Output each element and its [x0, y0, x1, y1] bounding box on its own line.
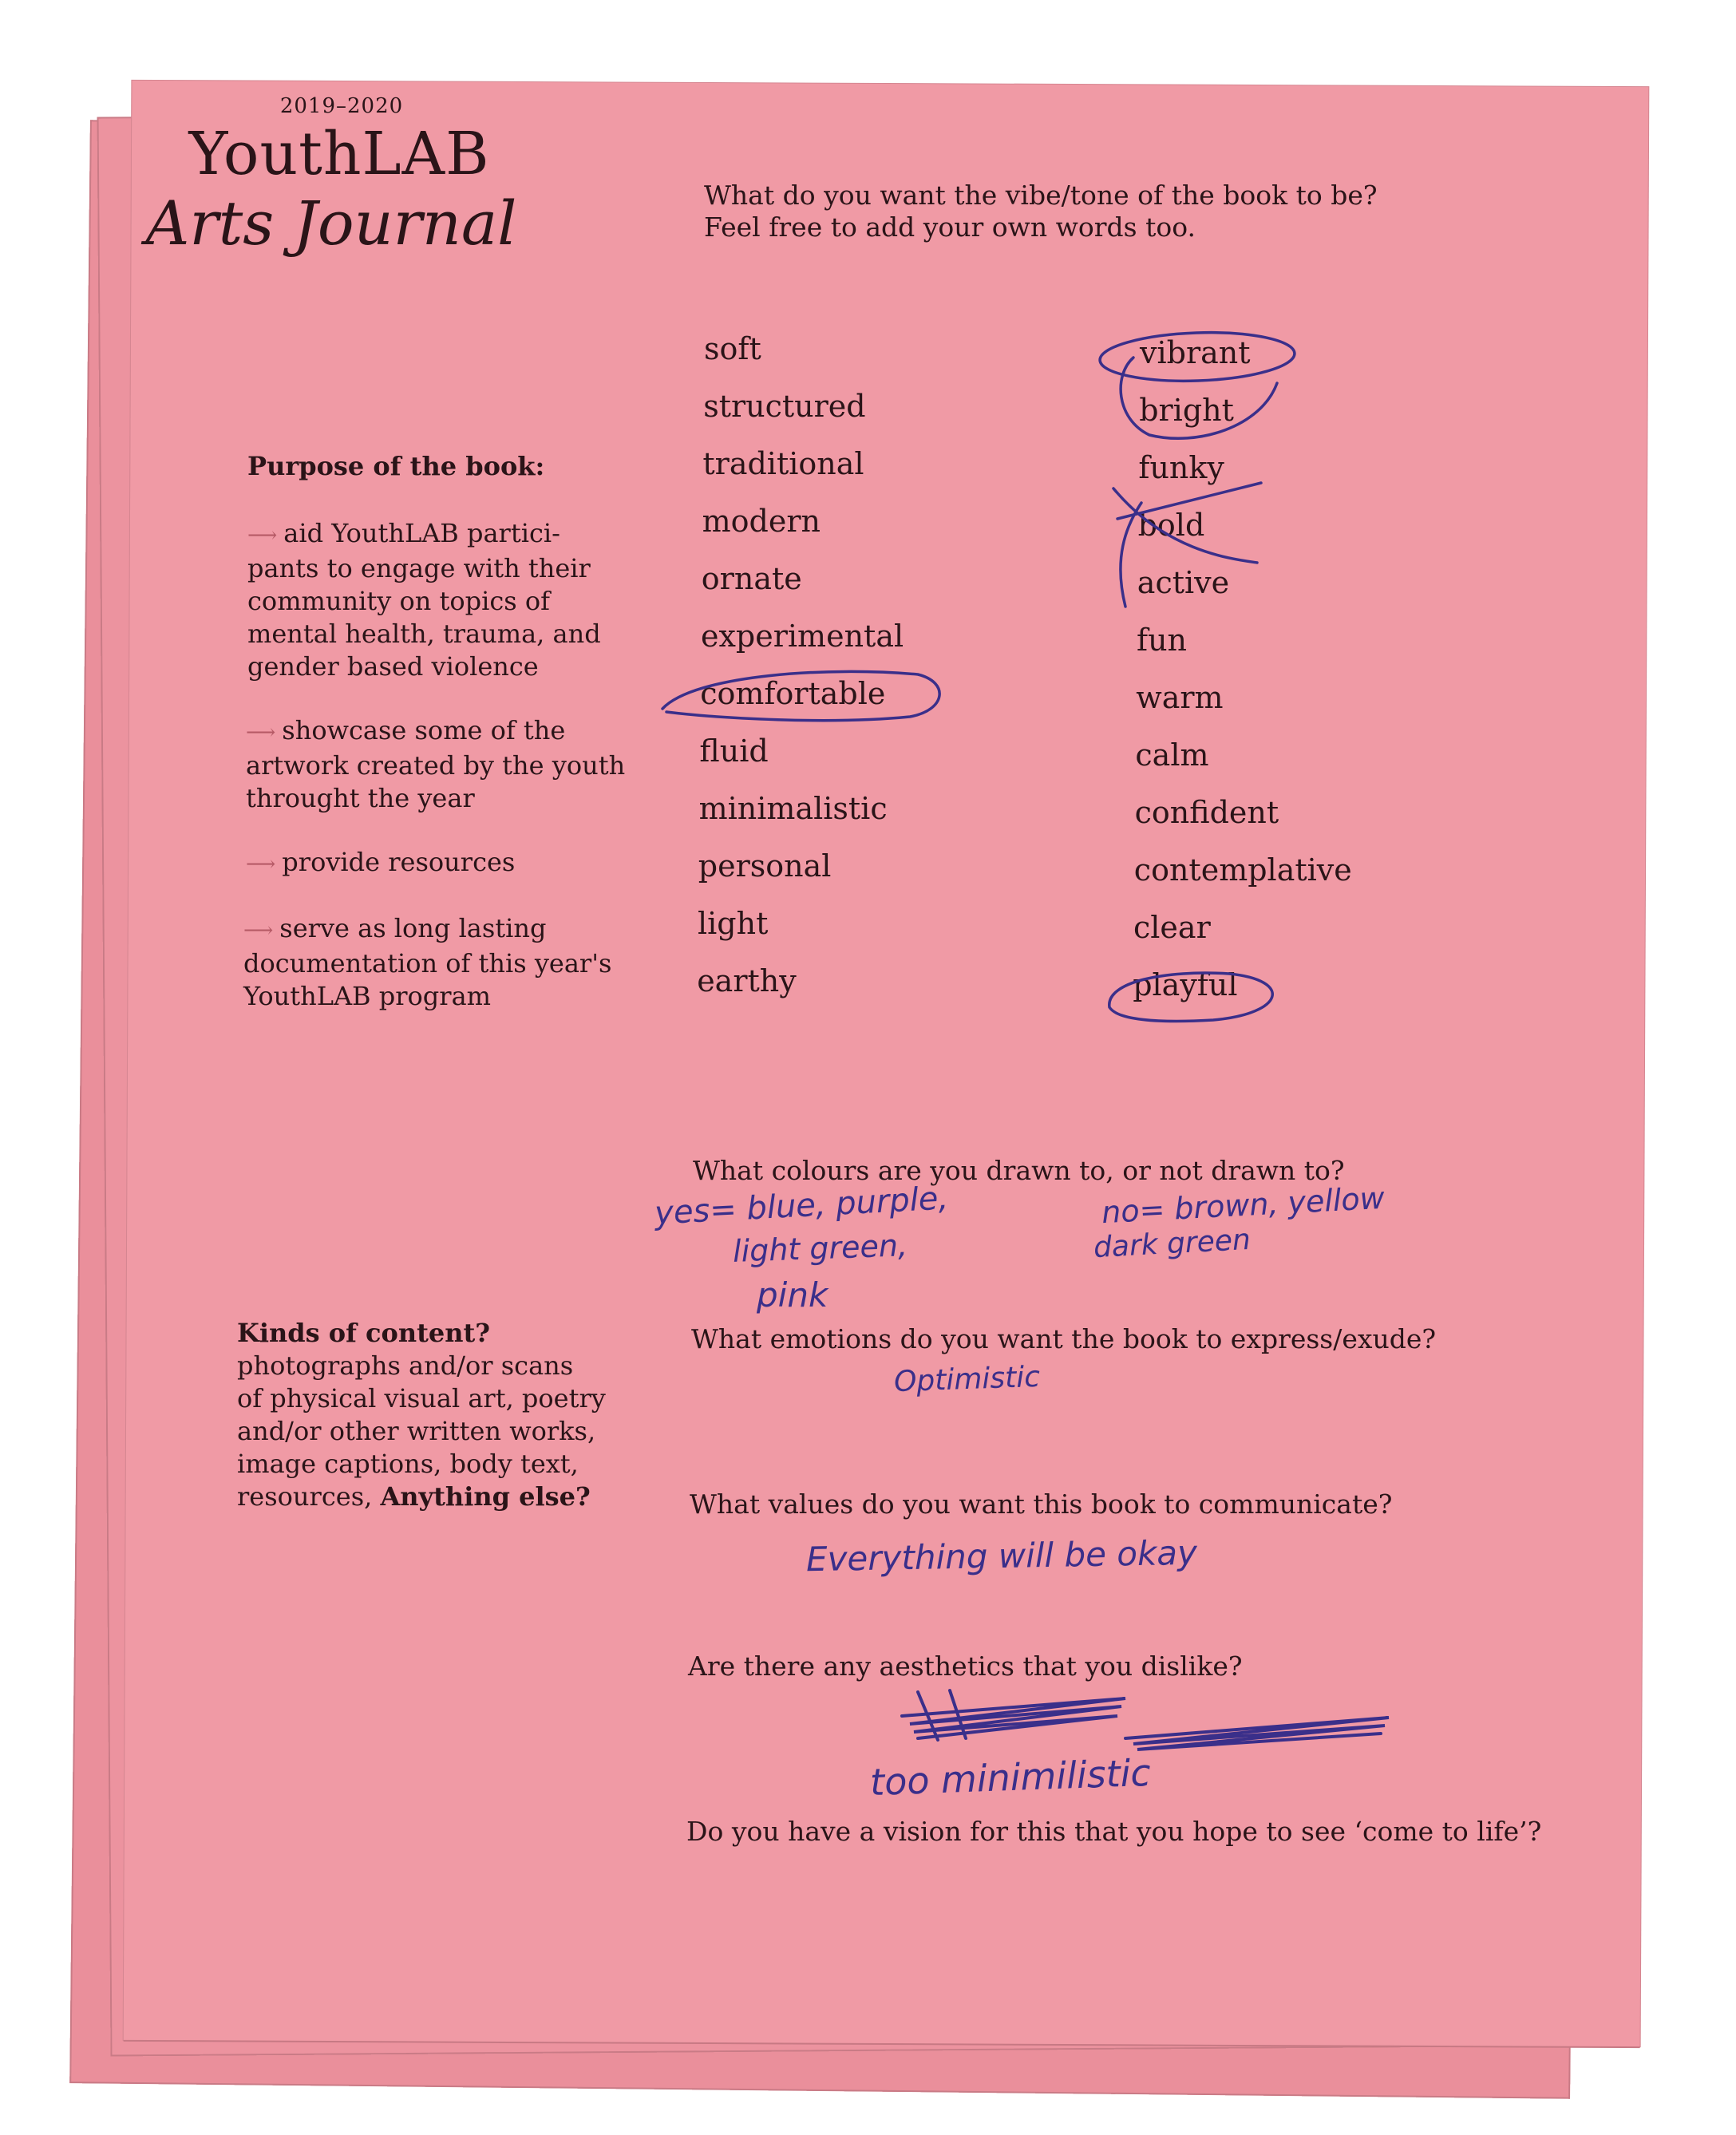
handwritten-colours-yes-3: pink [757, 1275, 828, 1315]
emotions-question: What emotions do you want the book to express/exude? [691, 1323, 1437, 1354]
vibe-word-funky: funky [1138, 450, 1224, 485]
vibe-word-earthy: earthy [697, 963, 797, 998]
vibe-word-traditional: traditional [702, 446, 864, 481]
vibe-word-bright: bright [1139, 393, 1234, 428]
handwritten-colours-no-1: no= brown, yellow [1101, 1180, 1386, 1231]
vibe-word-light: light [698, 906, 769, 941]
vibe-word-calm: calm [1135, 737, 1209, 773]
handwritten-colours-no-2: dark green [1093, 1223, 1252, 1265]
purpose-item: ⟶ showcase some of the artwork created by the youth throught the year [246, 715, 626, 813]
colours-question: What colours are you drawn to, or not drawn to? [693, 1155, 1345, 1186]
vibe-word-contemplative: contemplative [1133, 852, 1352, 888]
vibe-word-clear: clear [1133, 910, 1211, 945]
vibe-word-warm: warm [1136, 680, 1224, 715]
arrow-icon: ⟶ [246, 721, 276, 745]
circle-vibrant [1099, 330, 1295, 384]
aesthetics-question: Are there any aesthetics that you dislike? [688, 1651, 1243, 1682]
journal-title: YouthLAB [188, 120, 490, 188]
vibe-word-vibrant: vibrant [1140, 335, 1251, 370]
circle-bright [1121, 358, 1277, 438]
arrow-icon: ⟶ [243, 919, 274, 943]
vibe-word-structured: structured [703, 389, 866, 424]
vibe-word-experimental: experimental [701, 619, 904, 654]
vibe-word-ornate: ornate [701, 561, 802, 596]
vibe-word-active: active [1137, 565, 1230, 600]
vibe-word-fun: fun [1137, 623, 1188, 658]
vibe-question: What do you want the vibe/tone of the book to be? Feel free to add your own words too. [704, 180, 1378, 243]
purpose-item: ⟶ serve as long lasting documentation of this year's YouthLAB program [243, 913, 612, 1011]
vibe-word-minimalistic: minimalistic [698, 791, 888, 826]
vibe-word-soft: soft [704, 331, 761, 366]
handwritten-colours-yes-1: yes= blue, purple, [654, 1180, 950, 1232]
scribble-aesthetics [902, 1690, 1389, 1750]
content-section: Kinds of content? photographs and/or scans of physical visual art, poetry and/or other written works, image captions, body text, resources, Anything else? [237, 1318, 606, 1512]
values-question: What values do you want this book to communicate? [690, 1489, 1393, 1520]
handwritten-emotions: Optimistic [893, 1360, 1041, 1399]
journal-subtitle: Arts Journal [145, 188, 517, 259]
vibe-word-modern: modern [702, 504, 821, 539]
vibe-word-comfortable: comfortable [700, 676, 886, 711]
circle-comfortable [662, 671, 939, 720]
handwritten-values: Everything will be okay [805, 1532, 1198, 1580]
handwritten-colours-yes-2: light green, [732, 1228, 908, 1269]
vibe-word-bold: bold [1137, 508, 1205, 543]
arrow-icon: ⟶ [246, 852, 276, 876]
vibe-word-personal: personal [698, 848, 832, 884]
strike-bold-2 [1113, 488, 1257, 563]
handwritten-aesthetics: too minimilistic [869, 1750, 1152, 1805]
arrow-icon: ⟶ [247, 524, 278, 548]
circle-playful [1109, 973, 1272, 1021]
purpose-heading: Purpose of the book: [247, 451, 545, 481]
vibe-word-playful: playful [1133, 967, 1238, 1002]
vision-question: Do you have a vision for this that you hope to see ‘come to life’? [686, 1816, 1542, 1847]
year-label: 2019–2020 [279, 94, 404, 118]
purpose-item: ⟶ provide resources [246, 847, 516, 877]
vibe-word-confident: confident [1134, 795, 1279, 830]
vibe-word-fluid: fluid [699, 733, 769, 769]
purpose-item: ⟶ aid YouthLAB partici- pants to engage with their community on topics of mental health, trauma, and gender based violence [247, 518, 601, 682]
content-heading: Kinds of content? [237, 1318, 491, 1348]
